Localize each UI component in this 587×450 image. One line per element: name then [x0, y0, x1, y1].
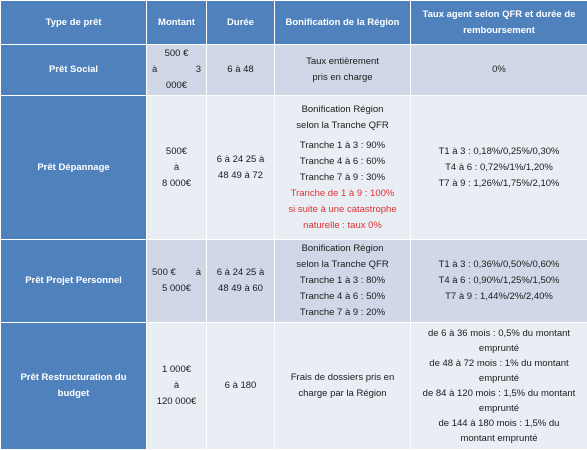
loan-amount	[147, 96, 207, 240]
table-row	[1, 323, 587, 450]
loan-duration	[207, 45, 275, 96]
header-taux: Taux agent selon QFR et durée de remboursement	[411, 1, 587, 45]
bonification-line: Taux entièrement	[278, 54, 407, 70]
bonification-line: pris en charge	[278, 70, 407, 86]
duration-line: 6 à 24 25 à	[210, 265, 271, 281]
rate-line: T4 à 6 : 0,90%/1,25%/1,50%	[414, 273, 584, 289]
catastrophe-note: naturelle : taux 0%	[278, 218, 407, 234]
rate-line: montant emprunté	[414, 431, 584, 446]
amount-line: 3	[196, 62, 201, 78]
header-montant: Montant	[147, 1, 207, 45]
amount-line: 500 €	[150, 46, 203, 62]
bonification-line: Tranche 4 à 6 : 50%	[278, 289, 407, 305]
loan-duration	[207, 323, 275, 450]
rate-line: emprunté	[414, 371, 584, 386]
bonification-line: Tranche 4 à 6 : 60%	[278, 154, 407, 170]
loan-amount	[147, 240, 207, 323]
duration-line: 6 à 24 25 à	[210, 152, 271, 168]
duration-line: 6 à 180	[210, 378, 271, 394]
rate-line: T1 à 3 : 0,18%/0,25%/0,30%	[414, 144, 584, 160]
loan-amount	[147, 323, 207, 450]
amount-line: à	[152, 62, 157, 78]
amount-line: à	[150, 160, 203, 176]
loan-duration	[207, 96, 275, 240]
bonification-line: Bonification Région	[278, 102, 407, 118]
amount-line: 120 000€	[150, 394, 203, 410]
bonification-line: Tranche 1 à 3 : 80%	[278, 273, 407, 289]
rate-line: de 84 à 120 mois : 1,5% du montant	[414, 386, 584, 401]
rate-line: emprunté	[414, 401, 584, 416]
rate-line: T7 à 9 : 1,44%/2%/2,40%	[414, 289, 584, 305]
amount-line: 000€	[150, 78, 203, 94]
loan-rate	[411, 323, 587, 450]
rate-line: emprunté	[414, 341, 584, 356]
amount-line: à	[150, 378, 203, 394]
rate-line: 0%	[414, 62, 584, 78]
bonification-line: Tranche 7 à 9 : 20%	[278, 305, 407, 321]
header-duree: Durée	[207, 1, 275, 45]
table-row	[1, 45, 587, 96]
rate-line: T4 à 6 : 0,72%/1%/1,20%	[414, 160, 584, 176]
header-type: Type de prêt	[1, 1, 147, 45]
loan-rate	[411, 96, 587, 240]
bonification-line: Tranche 1 à 3 : 90%	[278, 138, 407, 154]
bonification-line: Tranche 7 à 9 : 30%	[278, 170, 407, 186]
catastrophe-note: Tranche de 1 à 9 : 100%	[278, 186, 407, 202]
catastrophe-note: si suite à une catastrophe	[278, 202, 407, 218]
bonification-line: Frais de dossiers pris en	[278, 370, 407, 386]
loan-type: Prêt Dépannage	[1, 96, 147, 240]
rate-line: T7 à 9 : 1,26%/1,75%/2,10%	[414, 176, 584, 192]
header-bonification: Bonification de la Région	[275, 1, 411, 45]
amount-line: 500€	[150, 144, 203, 160]
bonification-line: charge par la Région	[278, 386, 407, 402]
loan-amount	[147, 45, 207, 96]
header-row	[1, 1, 587, 45]
duration-line: 48 49 à 60	[210, 281, 271, 297]
loan-type: Prêt Social	[1, 45, 147, 96]
table-row	[1, 96, 587, 240]
loan-rate	[411, 240, 587, 323]
amount-line: 1 000€	[150, 362, 203, 378]
loan-bonification	[275, 45, 411, 96]
amount-line: 8 000€	[150, 176, 203, 192]
bonification-line: selon la Tranche QFR	[278, 257, 407, 273]
loan-bonification	[275, 96, 411, 240]
loan-bonification	[275, 240, 411, 323]
amount-line: 500 €	[152, 265, 176, 281]
rate-line: de 48 à 72 mois : 1% du montant	[414, 356, 584, 371]
table-row	[1, 240, 587, 323]
duration-line: 6 à 48	[210, 62, 271, 78]
loan-rate	[411, 45, 587, 96]
loan-duration	[207, 240, 275, 323]
bonification-line: Bonification Région	[278, 241, 407, 257]
amount-line: à	[196, 265, 201, 281]
rate-line: de 144 à 180 mois : 1,5% du	[414, 416, 584, 431]
bonification-line: selon la Tranche QFR	[278, 118, 407, 134]
loan-type: Prêt Restructuration du budget	[1, 323, 147, 450]
amount-line: 5 000€	[150, 281, 203, 297]
duration-line: 48 49 à 72	[210, 168, 271, 184]
rate-line: de 6 à 36 mois : 0,5% du montant	[414, 326, 584, 341]
loan-bonification	[275, 323, 411, 450]
loan-type: Prêt Projet Personnel	[1, 240, 147, 323]
rate-line: T1 à 3 : 0,36%/0,50%/0,60%	[414, 257, 584, 273]
